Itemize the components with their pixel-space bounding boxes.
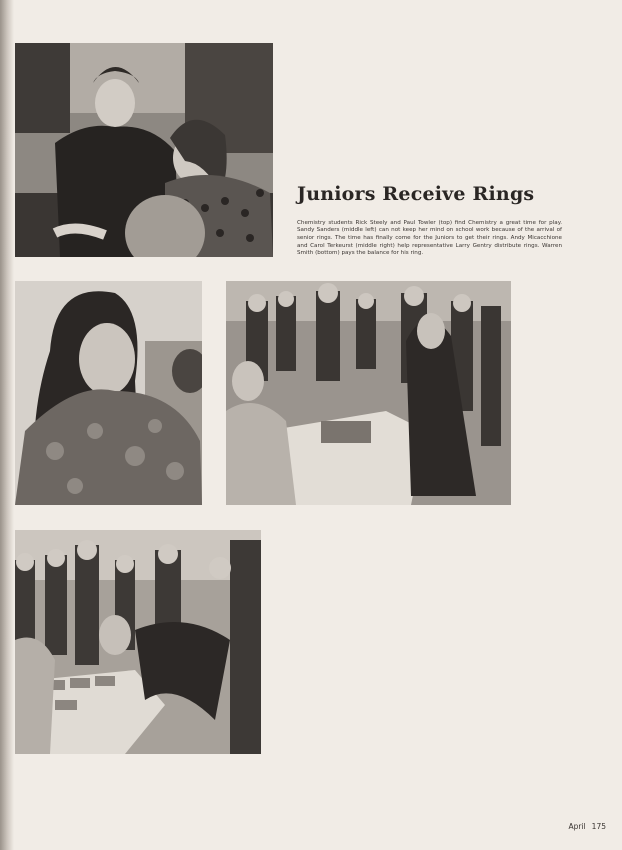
photo-caption: Chemistry students Rick Steely and Paul Towler (top) find Chemistry a great time for play. Sandy Sanders (middle left) can not keep her mind on school work because of the arrival of senior rings. The time has finally come for the Juniors to get their rings. Andy Micacchione and Carol Terkeurst (middle right) help representative Larry Gentry distribute rings. Warren Smith (bottom) pays the balance for his ring. [297, 219, 562, 257]
photo-warren-smith-payment [15, 530, 261, 754]
photo-chemistry-students [15, 43, 273, 257]
page-number: 175 [591, 822, 606, 831]
photo-sandy-sanders [15, 281, 202, 505]
article-headline: Juniors Receive Rings [297, 182, 535, 205]
footer-month: April [568, 822, 586, 831]
book-spine-shadow [0, 0, 14, 850]
page-footer [569, 822, 606, 831]
photo-ring-distribution [226, 281, 511, 505]
